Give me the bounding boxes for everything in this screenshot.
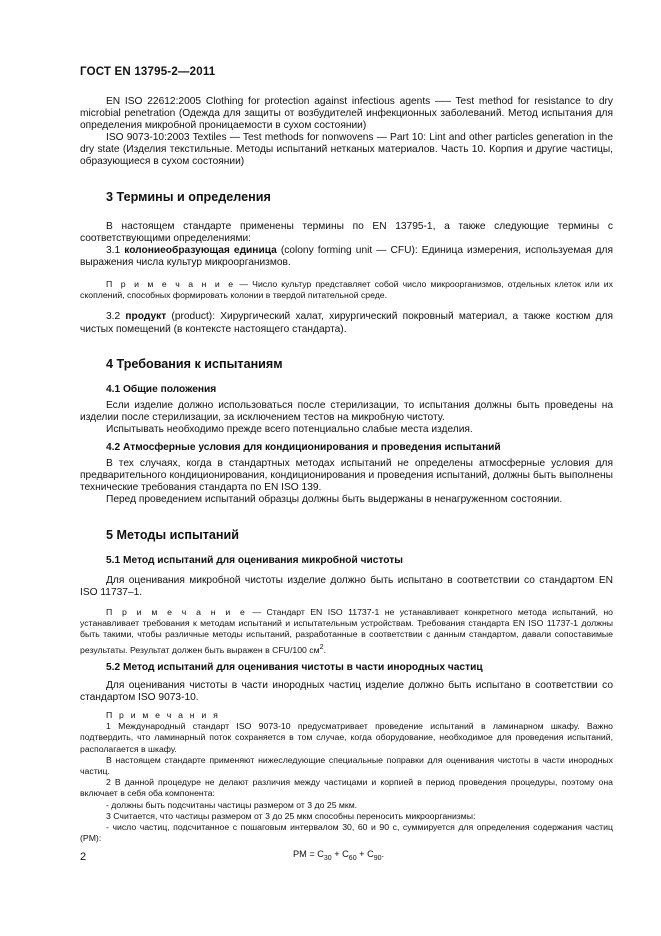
term-3-2-number: 3.2: [106, 311, 126, 323]
term-3-2-name: продукт: [125, 311, 167, 323]
subsection-4-1-paragraph-2: Испытывать необходимо прежде всего потенциально слабые места изделия.: [106, 424, 473, 435]
section-5-title: 5 Методы испытаний: [106, 527, 239, 542]
subsection-4-2-title: 4.2 Атмосферные условия для кондиционирования и проведения испытаний: [106, 442, 501, 454]
term-3-1-number: 3.1: [106, 244, 125, 256]
term-3-1-note: [80, 279, 613, 301]
note-text: — Стандарт EN ISO 11737-1 не устанавливает конкретного метода испытаний, но устанавливает требования к методам испытаний и испытательным устройствам. Требования стандарта EN ISO 11737-1 должны быть такими, чтобы различные методы испытаний, разработанные в соответствии с данным стандартом, давали сопоставимые результаты. Результат должен быть выражен в CFU/100 см: [80, 606, 613, 655]
note-1: 1 Международный стандарт ISO 9073-10 предусматривает проведение испытаний в ламинарном шкафу. Важно подтвердить, что ламинарный поток сохраняется в том случае, когда оборудование, необходимое для проведения испытаний, располагается в шкафу.: [80, 721, 613, 754]
section-4-title: 4 Требования к испытаниям: [106, 356, 283, 371]
subsection-5-2-paragraph: Для оценивания чистоты в части инородных частиц изделие должно быть испытано в соответствии со стандартом ISO 9073-10.: [80, 679, 613, 703]
page-number: 2: [80, 851, 87, 863]
term-3-2: [80, 311, 613, 335]
subsection-4-2-paragraph-2: Перед проведением испытаний образцы должны быть выдержаны в ненагруженном состоянии.: [106, 494, 563, 506]
normative-reference-2: ISO 9073-10:2003 Textiles — Test methods for nonwovens — Part 10: Lint and other particles generation in the dry state (Изделия текстильные. Методы испытаний нетканых материалов. Часть 10. Корпия и другие частицы, образующиеся в сухом состоянии): [80, 132, 613, 168]
note-3-item: - число частиц, подсчитанное с пошаговым интервалом 30, 60 и 90 с, суммируется для определения содержания частиц (PM):: [80, 821, 613, 844]
note-label: П р и м е ч а н и е: [106, 279, 236, 290]
section-3-title: 3 Термины и определения: [106, 189, 271, 204]
term-3-1-name: колониеобразующая единица: [124, 244, 277, 256]
subsection-5-1-paragraph: Для оценивания микробной чистоты изделие должно быть испытано в соответствии со стандартом EN ISO 11737–1.: [80, 574, 613, 598]
term-3-1: [80, 245, 613, 269]
note-1-continuation: В настоящем стандарте применяют нижеследующие специальные поправки для оценивания чистоты в части инородных частиц.: [80, 754, 613, 776]
subsection-4-2-paragraph-1: В тех случаях, когда в стандартных методах испытаний не определены атмосферные условия для предварительного кондиционирования, кондиционирования и проведения испытаний, должны быть выполнены технические требования стандарта по EN ISO 139.: [80, 458, 613, 494]
subsection-4-1-title: 4.1 Общие положения: [106, 383, 217, 395]
term-3-1-definition: (colony forming unit — CFU): Единица измерения, используемая для выражения числа культур микроорганизмов.: [80, 244, 613, 268]
note-end: .: [323, 644, 327, 655]
section-3-intro: В настоящем стандарте применены термины по EN 13795-1, а также следующие термины с соответствующими определениями:: [80, 220, 613, 244]
subsection-5-2-title: 5.2 Метод испытаний для оценивания чистоты в части инородных частиц: [106, 661, 483, 673]
document-body: [80, 96, 613, 865]
note-label: П р и м е ч а н и е: [106, 606, 248, 617]
pm-formula: PM = $C_{30} + C_{60} + C_{90}$.: [293, 849, 385, 863]
subsection-5-1-note: [80, 607, 613, 656]
normative-reference-1: EN ISO 22612:2005 Clothing for protection against infectious agents —– Test method for resistance to dry microbial penetration (Одежда для защиты от возбудителей инфекционных заболеваний. Метод испытания для определения микробной проницаемости в сухом состоянии): [80, 96, 613, 132]
note-2: 2 В данной процедуре не делают различия между частицами и корпией в период проведения процедуры, поэтому она включает в себя оба компонента:: [80, 777, 613, 799]
term-3-2-definition: (product): Хирургический халат, хирургический покровный материал, а также костюм для чистых помещений (в контексте настоящего стандарта).: [80, 311, 613, 335]
subsection-5-1-title: 5.1 Метод испытаний для оценивания микробной чистоты: [106, 554, 403, 566]
subsection-4-1-paragraph-1: Если изделие должно использоваться после стерилизации, то испытания должны быть проведены на изделии после стерилизации, за исключением тестов на микробную чистоту.: [80, 399, 613, 423]
note-2-item: - должны быть подсчитаны частицы размером от 3 до 25 мкм.: [106, 799, 358, 810]
note-3: 3 Считается, что частицы размером от 3 до 25 мкм способны переносить микроорганизмы:: [106, 810, 476, 821]
document-header-code: ГОСТ EN 13795-2—2011: [80, 66, 216, 78]
notes-label: П р и м е ч а н и я: [106, 709, 220, 720]
note-text: — Число культур представляет собой число микроорганизмов, отдельных клеток или их скоплений, способных формировать колонии в твердой питательной среде.: [80, 279, 613, 301]
note-superscript: 2: [319, 641, 324, 651]
